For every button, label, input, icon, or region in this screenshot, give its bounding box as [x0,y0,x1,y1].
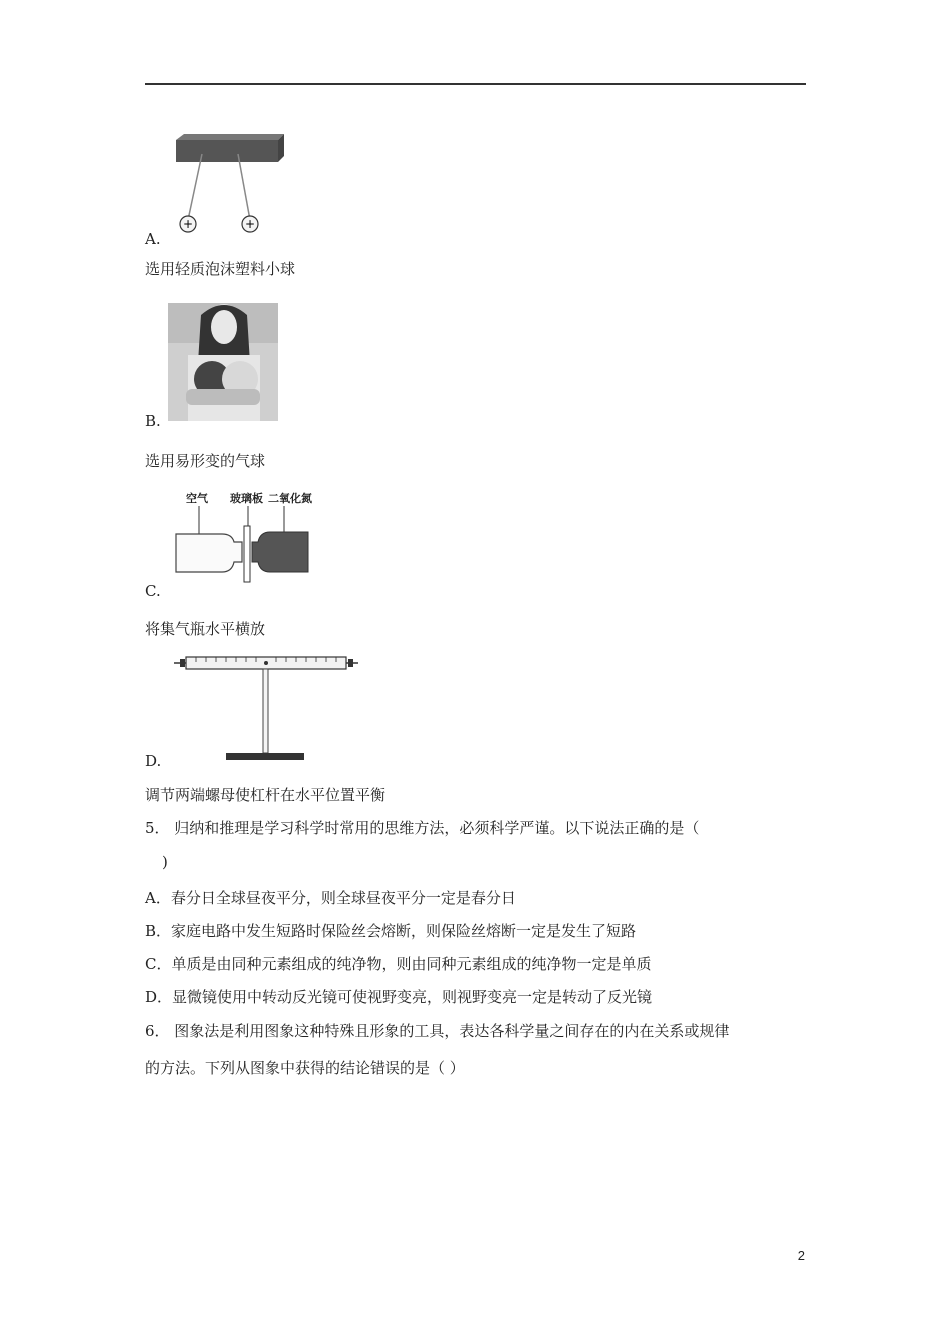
header-rule [145,83,806,85]
q5-option-a: A．春分日全球昼夜平分，则全球昼夜平分一定是春分日 [145,889,516,907]
label-no2: 二氧化氮 [268,492,312,505]
option-d-caption: 调节两端螺母使杠杆在水平位置平衡 [145,786,386,804]
option-a-letter: A. [145,230,161,248]
label-glass: 玻璃板 [230,492,263,505]
q5-stem-line2: ) [162,853,168,871]
figure-charged-balls [170,132,285,240]
label-air: 空气 [186,492,208,505]
option-b-caption: 选用易形变的气球 [145,452,266,470]
option-a-caption: 选用轻质泡沫塑料小球 [145,260,296,278]
option-d-letter: D. [145,752,162,770]
svg-text:+: + [182,217,194,231]
page-number: 2 [797,1248,805,1263]
q6-stem-line2: 的方法。下列从图象中获得的结论错误的是（ ） [145,1059,465,1077]
figure-girl-balloon [168,303,278,421]
option-b-letter: B. [145,412,161,430]
q5-option-b: B．家庭电路中发生短路时保险丝会熔断，则保险丝熔断一定是发生了短路 [145,922,637,940]
q5-option-d: D．显微镜使用中转动反光镜可使视野变亮，则视野变亮一定是转动了反光镜 [145,988,653,1006]
option-c-caption: 将集气瓶水平横放 [145,620,266,638]
option-c-letter: C. [145,582,161,600]
q6-stem-line1: 6． 图象法是利用图象这种特殊且形象的工具，表达各科学量之间存在的内在关系或规律 [145,1022,730,1040]
svg-text:+: + [244,217,256,231]
figure-lever [172,650,362,768]
figure-gas-bottles [172,488,322,586]
q5-option-c: C．单质是由同种元素组成的纯净物，则由同种元素组成的纯净物一定是单质 [145,955,652,973]
q5-stem-line1: 5． 归纳和推理是学习科学时常用的思维方法，必须科学严谨。以下说法正确的是（ [145,819,700,837]
